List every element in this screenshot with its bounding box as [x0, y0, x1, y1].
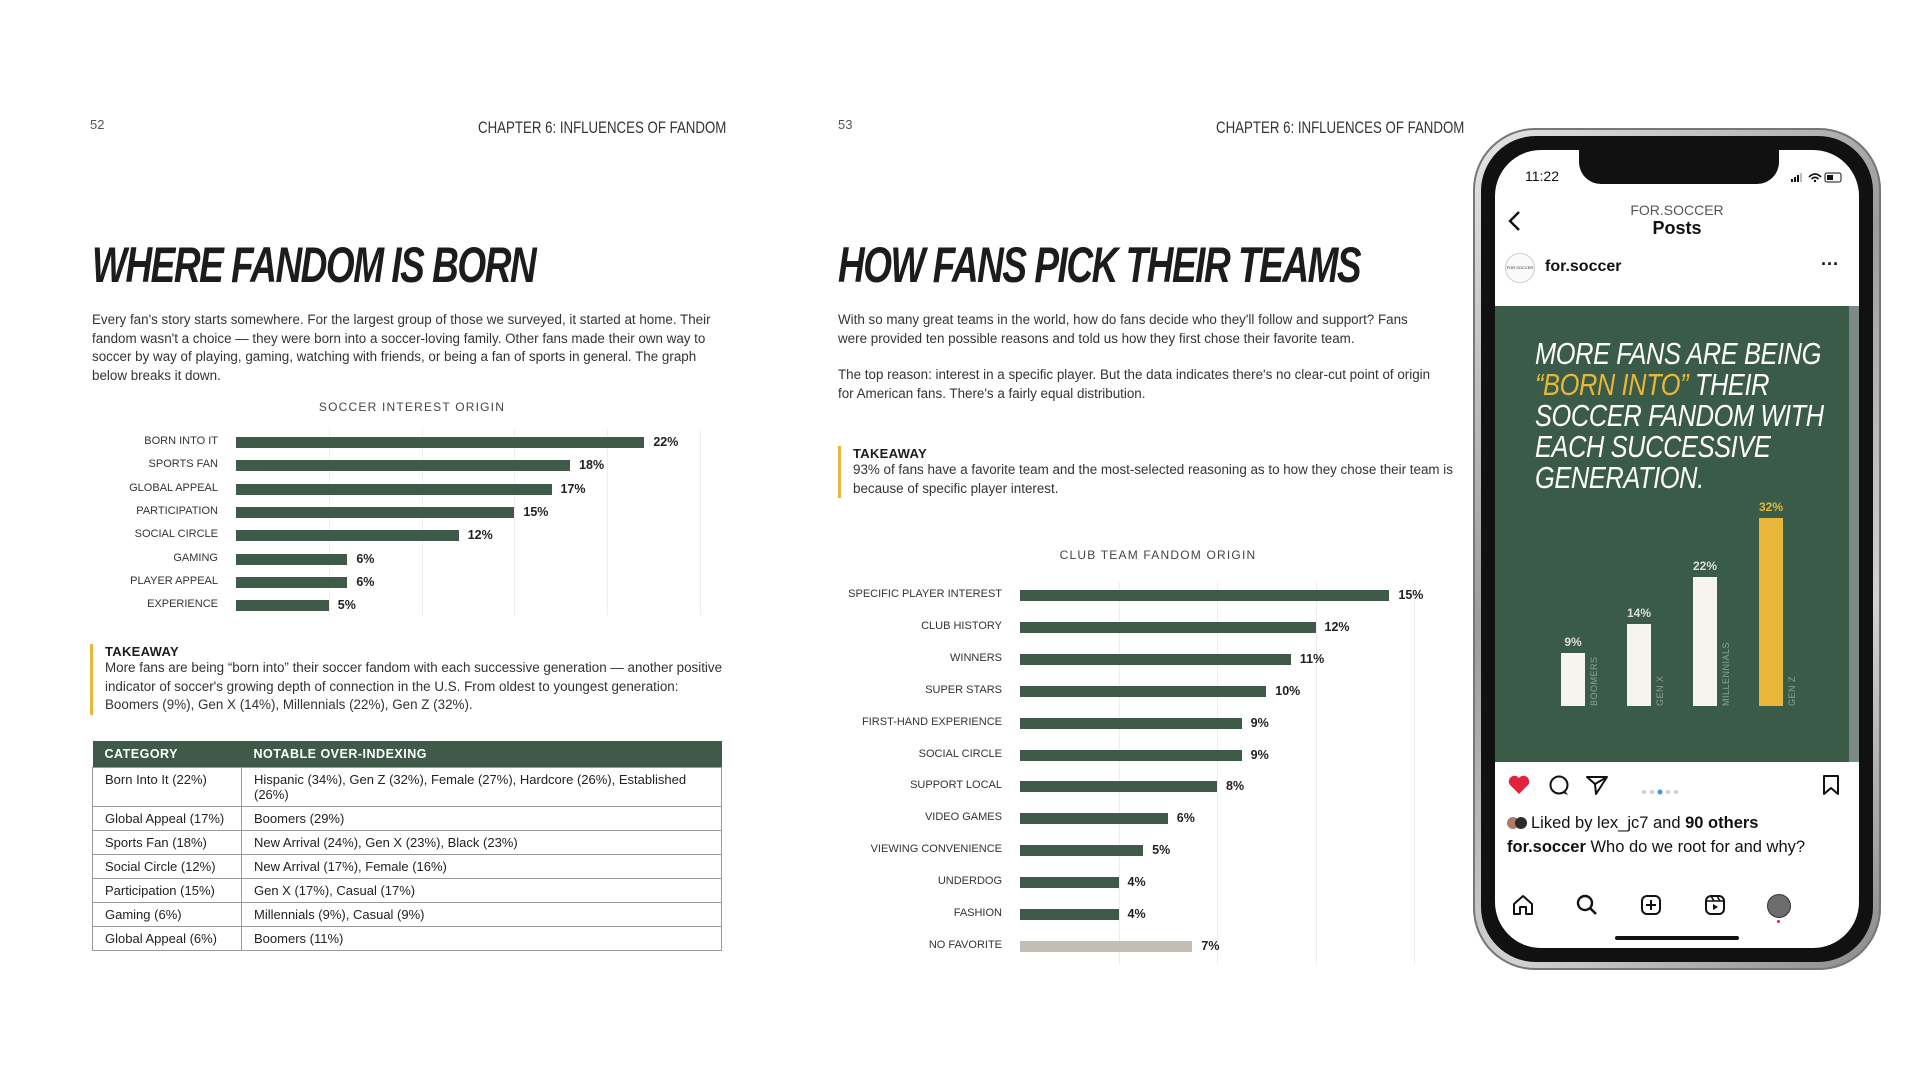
table-header-over-indexing: NOTABLE OVER-INDEXING	[242, 741, 722, 768]
signal-icon	[1791, 170, 1845, 188]
takeaway-text: More fans are being “born into” their soccer fandom with each successive generation — another positive indicator of soccer's growing depth of connection in the U.S. From oldest to youngest generation: Boomers (9%), Gen X (14%), Millennials (22%), Gen Z (32%).	[105, 660, 723, 712]
bar	[1020, 686, 1266, 697]
bar-label: GAMING	[173, 551, 218, 564]
likes-prefix: Liked by	[1531, 814, 1598, 832]
table-row	[93, 855, 722, 879]
bar-value-label: 5%	[1152, 843, 1171, 858]
bar-value-label: 9%	[1564, 635, 1582, 650]
reels-icon[interactable]	[1703, 894, 1727, 921]
bar	[1020, 718, 1242, 729]
table-cell: Boomers (29%)	[242, 807, 722, 831]
bar	[236, 530, 459, 541]
bar-value-label: 10%	[1275, 683, 1301, 698]
bar	[236, 600, 329, 611]
caption-username[interactable]: for.soccer	[1507, 838, 1586, 856]
over-indexing-table	[92, 741, 722, 951]
share-icon[interactable]	[1585, 774, 1609, 801]
bar-label: SUPPORT LOCAL	[910, 779, 1002, 792]
table-cell: Hispanic (34%), Gen Z (32%), Female (27%), Hardcore (26%), Established (26%)	[242, 768, 722, 807]
table-cell: New Arrival (24%), Gen X (23%), Black (23%)	[242, 831, 722, 855]
table-cell: Boomers (11%)	[242, 927, 722, 951]
bar-value-label: 32%	[1758, 500, 1784, 514]
page-title-left: WHERE FANDOM IS BORN	[92, 237, 536, 293]
avatar[interactable]: FOR.SOCCER	[1505, 253, 1535, 283]
bar	[1020, 877, 1119, 888]
bar-value-label: 17%	[560, 481, 586, 496]
bar	[1020, 750, 1242, 761]
bar	[1561, 653, 1585, 706]
bar-value-label: 6%	[356, 574, 375, 589]
post-caption	[1507, 838, 1805, 857]
generation-born-into-chart	[1535, 486, 1815, 746]
bar-category-label: GEN X	[1655, 675, 1665, 706]
table-cell: Global Appeal (17%)	[93, 807, 242, 831]
bar-label: SUPER STARS	[925, 683, 1002, 696]
bar	[236, 437, 644, 448]
gridline	[1316, 582, 1317, 965]
carousel-dots	[1641, 782, 1681, 800]
new-post-icon[interactable]	[1639, 894, 1663, 921]
bar-value-label: 9%	[1250, 715, 1269, 730]
bar-label: UNDERDOG	[937, 875, 1002, 888]
bar	[236, 484, 552, 495]
bar-label: SPECIFIC PLAYER INTEREST	[848, 588, 1002, 600]
bar-value-label: 14%	[1626, 605, 1652, 620]
bar-value-label: 4%	[1127, 875, 1146, 890]
bar-label: FIRST-HAND EXPERIENCE	[862, 715, 1002, 728]
account-caption: FOR.SOCCER	[1630, 202, 1724, 218]
bar-label: BORN INTO IT	[144, 435, 218, 447]
bar	[1020, 654, 1291, 665]
post-headline-line	[1535, 369, 1824, 400]
page-number-left: 52	[90, 117, 105, 132]
takeaway-right	[838, 446, 1453, 498]
takeaway-text: 93% of fans have a favorite team and the most-selected reasoning as to how they chose their team is because of specific player interest.	[853, 462, 1453, 496]
bar-label: CLUB HISTORY	[921, 619, 1002, 632]
bar-value-label: 22%	[653, 435, 679, 449]
intro-paragraph-right-1: With so many great teams in the world, how do fans decide who they'll follow and support? Fans were provided ten possible reasons and told us how they first chose their favorite team.	[838, 312, 1408, 346]
gridline	[1119, 582, 1120, 965]
gridline	[1217, 582, 1218, 965]
takeaway-heading: TAKEAWAY	[853, 446, 927, 461]
bar	[236, 460, 570, 471]
likes-line	[1507, 814, 1759, 833]
bar	[1020, 813, 1168, 824]
home-icon[interactable]	[1511, 894, 1535, 921]
bar-value-label: 8%	[1226, 779, 1245, 794]
bar-label: PLAYER APPEAL	[130, 574, 218, 587]
status-time: 11:22	[1525, 168, 1559, 184]
post-image[interactable]	[1495, 306, 1859, 762]
bar-value-label: 12%	[467, 528, 493, 543]
table-row	[93, 879, 722, 903]
bar	[1693, 577, 1717, 706]
table-row	[93, 807, 722, 831]
bar-label: VIDEO GAMES	[924, 811, 1002, 824]
bar-value-label: 11%	[1299, 651, 1325, 666]
post-username[interactable]: for.soccer	[1545, 258, 1622, 275]
table-cell: Global Appeal (6%)	[93, 927, 242, 951]
bar	[1020, 909, 1119, 920]
club-team-fandom-origin-chart	[838, 548, 1466, 958]
table-row	[93, 831, 722, 855]
takeaway-heading: TAKEAWAY	[105, 644, 179, 659]
bar-value-label: 4%	[1127, 907, 1146, 921]
post-headline-line: EACH SUCCESSIVE	[1535, 429, 1771, 464]
bar-value-label: 15%	[523, 504, 549, 519]
table-header-category: CATEGORY	[93, 741, 242, 768]
bar-label: SOCIAL CIRCLE	[918, 747, 1002, 760]
bar-value-label: 22%	[1692, 558, 1718, 573]
comment-icon[interactable]	[1547, 774, 1571, 801]
bar	[1020, 781, 1217, 792]
soccer-interest-origin-chart	[92, 400, 732, 622]
chart-title: SOCCER INTEREST ORIGIN	[318, 400, 506, 414]
gridline	[700, 429, 701, 615]
liker-avatar	[1515, 817, 1527, 829]
profile-avatar[interactable]	[1767, 894, 1791, 918]
posts-header: Posts	[1652, 218, 1702, 238]
bar-value-label: 18%	[579, 458, 605, 473]
chart-title: CLUB TEAM FANDOM ORIGIN	[1059, 548, 1257, 562]
table-row	[93, 927, 722, 951]
phone-notch	[1579, 150, 1779, 184]
phone-mockup	[1473, 128, 1881, 970]
post-headline-rest: THEIR	[1688, 367, 1770, 402]
table-row	[93, 768, 722, 807]
like-icon[interactable]	[1507, 774, 1531, 801]
bookmark-icon[interactable]	[1821, 774, 1841, 801]
gridline	[607, 429, 608, 615]
bar-value-label: 12%	[1324, 619, 1350, 634]
takeaway-left	[90, 644, 735, 715]
bar-label: SOCIAL CIRCLE	[134, 528, 218, 541]
home-indicator	[1615, 936, 1739, 940]
bar	[1627, 624, 1651, 706]
bar-category-label: BOOMERS	[1589, 656, 1599, 706]
post-headline-highlight: “BORN INTO”	[1535, 367, 1689, 402]
likes-count[interactable]: 90 others	[1685, 814, 1759, 832]
post-headline	[1535, 338, 1824, 493]
bar-label: PARTICIPATION	[136, 504, 218, 517]
bar-value-label: 6%	[1176, 811, 1195, 826]
phone-bezel	[1481, 136, 1873, 962]
gridline	[514, 429, 515, 615]
table-cell: Gen X (17%), Casual (17%)	[242, 879, 722, 903]
caption-text: Who do we root for and why?	[1585, 838, 1806, 856]
bar-value-label: 6%	[356, 551, 375, 566]
bar-label: WINNERS	[950, 651, 1002, 664]
table-cell: Social Circle (12%)	[93, 855, 242, 879]
bar-label: GLOBAL APPEAL	[129, 481, 218, 494]
bar-label: NO FAVORITE	[928, 938, 1002, 951]
table-cell: Sports Fan (18%)	[93, 831, 242, 855]
page-number-right: 53	[838, 117, 853, 132]
bar-label: SPORTS FAN	[148, 458, 218, 471]
phone-screen	[1495, 150, 1859, 948]
post-headline-line: GENERATION.	[1535, 460, 1704, 495]
chapter-header-right: CHAPTER 6: INFLUENCES OF FANDOM	[1215, 118, 1464, 137]
notification-dot	[1777, 920, 1780, 923]
table-cell: Born Into It (22%)	[93, 768, 242, 807]
post-headline-line: SOCCER FANDOM WITH	[1535, 398, 1824, 433]
gridline	[422, 429, 423, 615]
bar	[1020, 845, 1143, 856]
bar-label: VIEWING CONVENIENCE	[870, 843, 1002, 856]
bar	[1020, 941, 1192, 952]
more-options-icon[interactable]: ···	[1821, 254, 1839, 274]
bar	[1759, 518, 1783, 706]
table-header-row	[93, 741, 722, 768]
bar-value-label: 7%	[1201, 938, 1220, 953]
bar	[1020, 590, 1389, 601]
bar-label: EXPERIENCE	[147, 598, 218, 611]
bar-category-label: GEN Z	[1787, 675, 1797, 706]
bar-value-label: 5%	[337, 598, 356, 613]
bar	[1020, 622, 1316, 633]
bar-label: FASHION	[953, 907, 1002, 919]
bar	[236, 507, 514, 518]
bar-value-label: 15%	[1398, 588, 1424, 602]
chapter-header-left: CHAPTER 6: INFLUENCES OF FANDOM	[477, 118, 726, 137]
likes-mid: and	[1648, 814, 1686, 832]
bar-value-label: 9%	[1250, 747, 1269, 762]
bar	[236, 577, 347, 588]
bar	[236, 554, 347, 565]
table-cell: Participation (15%)	[93, 879, 242, 903]
search-icon[interactable]	[1575, 894, 1599, 921]
table-cell: Gaming (6%)	[93, 903, 242, 927]
gridline	[1414, 582, 1415, 965]
table-row	[93, 903, 722, 927]
table-cell: Millennials (9%), Casual (9%)	[242, 903, 722, 927]
bar-category-label: MILLENNIALS	[1721, 641, 1731, 706]
post-image-edge	[1849, 306, 1859, 762]
intro-paragraph-right-2: The top reason: interest in a specific player. But the data indicates there's no clear-cut point of origin for American fans. There's a fairly equal distribution.	[838, 367, 1431, 401]
post-headline-line: MORE FANS ARE BEING	[1535, 336, 1822, 371]
intro-paragraph-left: Every fan's story starts somewhere. For the largest group of those we surveyed, it started at home. Their fandom wasn't a choice — they were born into a soccer-loving family. Other fans made their own way to soccer by way of playing, gaming, watching with friends, or being a fan of sports in general. The graph below breaks it down.	[92, 312, 711, 383]
page-title-right: HOW FANS PICK THEIR TEAMS	[838, 237, 1361, 293]
liked-by-user[interactable]: lex_jc7	[1597, 814, 1649, 832]
table-cell: New Arrival (17%), Female (16%)	[242, 855, 722, 879]
